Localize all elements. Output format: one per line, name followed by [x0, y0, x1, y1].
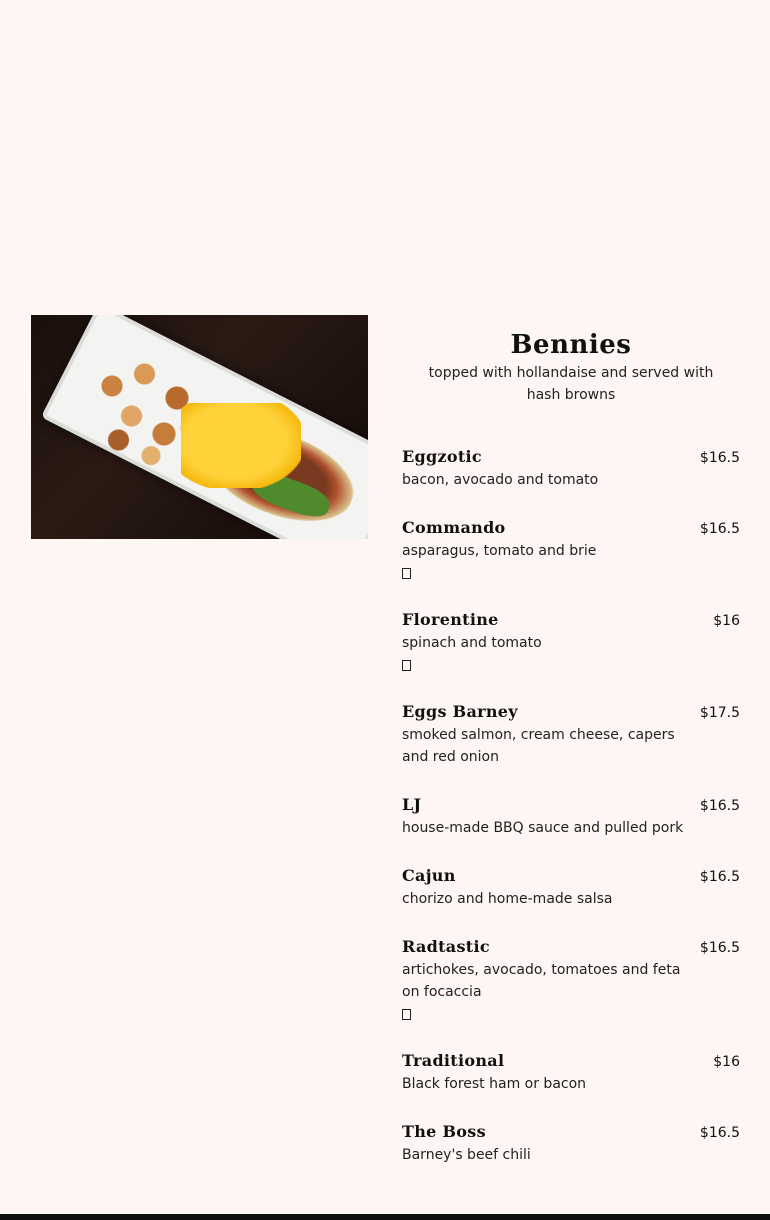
- item-price: $17.5: [699, 705, 740, 721]
- item-description: smoked salmon, cream cheese, capers and red onion: [402, 727, 675, 765]
- menu-item: [402, 794, 740, 839]
- menu-item: [402, 609, 740, 675]
- item-price: $16.5: [699, 1125, 740, 1141]
- item-description: asparagus, tomato and brie: [402, 543, 597, 559]
- item-price: $16.5: [699, 450, 740, 466]
- item-description: Black forest ham or bacon: [402, 1076, 587, 1092]
- vegetarian-icon: [402, 1009, 411, 1020]
- menu-item: [402, 701, 740, 768]
- item-price: $16.5: [699, 940, 740, 956]
- item-name: Commando: [402, 518, 506, 537]
- vegetarian-icon: [402, 660, 411, 671]
- item-price: $16: [713, 613, 740, 629]
- menu-item: [402, 1050, 740, 1095]
- item-description: Barney's beef chili: [402, 1147, 531, 1163]
- item-price: $16.5: [699, 798, 740, 814]
- vegetarian-icon: [402, 568, 411, 579]
- menu-item: [402, 936, 740, 1024]
- item-name: Eggs Barney: [402, 702, 518, 721]
- item-name: Cajun: [402, 866, 456, 885]
- section-subtitle: topped with hollandaise and served with hash browns: [428, 365, 714, 403]
- section-title: Bennies: [510, 330, 632, 360]
- item-price: $16.5: [699, 521, 740, 537]
- item-name: LJ: [402, 795, 422, 814]
- hollandaise: [181, 403, 301, 488]
- menu-items: [402, 446, 740, 1166]
- item-name: Radtastic: [402, 937, 490, 956]
- item-price: $16.5: [699, 869, 740, 885]
- bottom-bar: [0, 1214, 770, 1220]
- item-description: chorizo and home-made salsa: [402, 891, 613, 907]
- menu-item: [402, 865, 740, 910]
- item-name: Florentine: [402, 610, 499, 629]
- menu-section: [402, 330, 740, 1192]
- item-name: Traditional: [402, 1051, 505, 1070]
- item-price: $16: [713, 1054, 740, 1070]
- item-description: bacon, avocado and tomato: [402, 472, 599, 488]
- menu-item: [402, 446, 740, 491]
- menu-item: [402, 517, 740, 583]
- item-name: Eggzotic: [402, 447, 482, 466]
- menu-item: [402, 1121, 740, 1166]
- item-description: spinach and tomato: [402, 635, 542, 651]
- eggs-benedict-photo: [31, 315, 368, 539]
- item-description: artichokes, avocado, tomatoes and feta on focaccia: [402, 962, 681, 1000]
- item-description: house-made BBQ sauce and pulled pork: [402, 820, 684, 836]
- item-name: The Boss: [402, 1122, 486, 1141]
